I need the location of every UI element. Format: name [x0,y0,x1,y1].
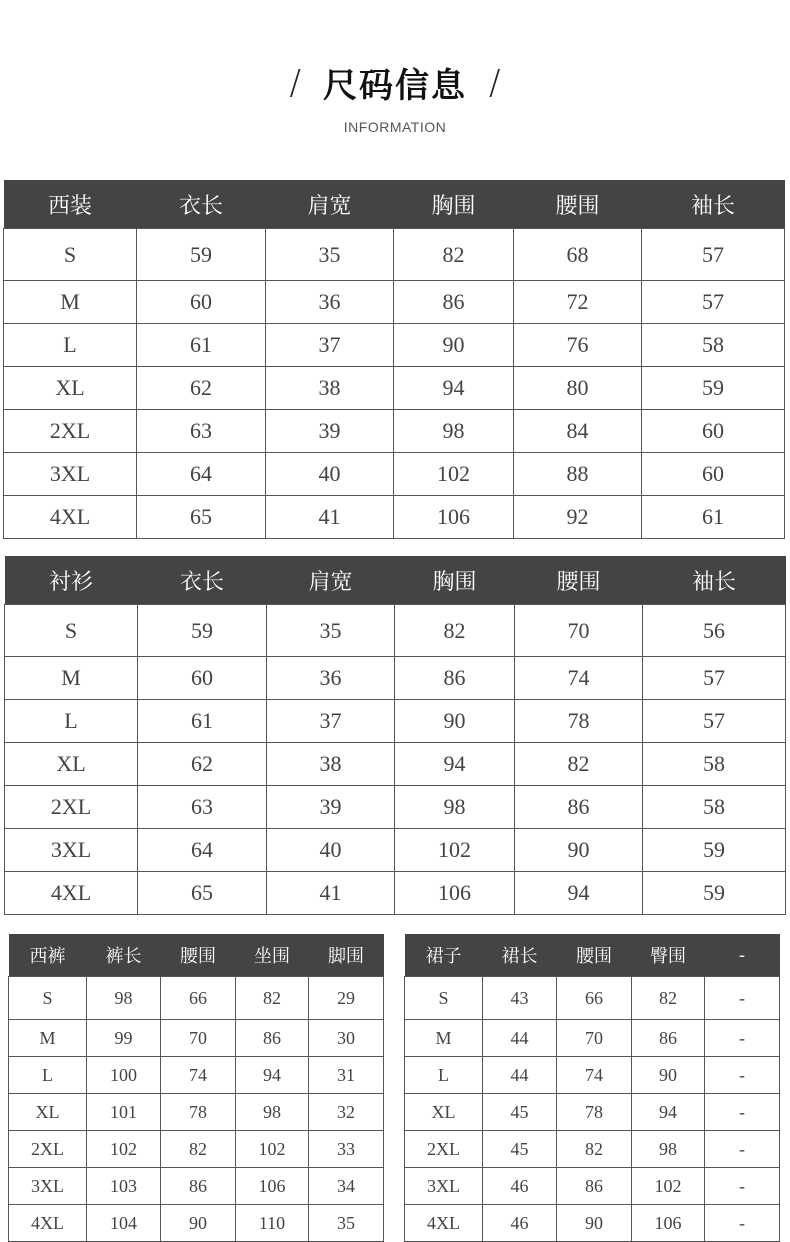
size-cell: 3XL [9,1168,87,1205]
suit-size-table [3,180,785,539]
table-row [9,1057,384,1094]
measurement-cell: 90 [394,324,514,367]
column-header: 臀围 [632,934,705,977]
measurement-cell: 78 [161,1094,236,1131]
table-row [405,1205,780,1242]
measurement-cell: 99 [87,1020,161,1057]
size-cell: XL [5,743,138,786]
size-cell: L [9,1057,87,1094]
measurement-cell: 82 [557,1131,632,1168]
table-header-row [9,934,384,977]
size-cell: M [405,1020,483,1057]
measurement-cell: 56 [643,605,786,657]
size-cell: 4XL [9,1205,87,1242]
measurement-cell: - [705,1168,780,1205]
measurement-cell: 90 [161,1205,236,1242]
measurement-cell: 101 [87,1094,161,1131]
table-row [4,229,785,281]
measurement-cell: 74 [161,1057,236,1094]
column-header: 胸围 [394,180,514,229]
measurement-cell: 104 [87,1205,161,1242]
size-cell: XL [9,1094,87,1131]
table-row [4,496,785,539]
measurement-cell: 100 [87,1057,161,1094]
measurement-cell: 63 [138,786,267,829]
column-header: 肩宽 [267,556,395,605]
table-row [405,1057,780,1094]
size-cell: L [4,324,137,367]
measurement-cell: 102 [395,829,515,872]
measurement-cell: 37 [266,324,394,367]
measurement-cell: 90 [395,700,515,743]
measurement-cell: 106 [632,1205,705,1242]
measurement-cell: 33 [309,1131,384,1168]
table-row [9,1205,384,1242]
measurement-cell: 31 [309,1057,384,1094]
column-header: 脚围 [309,934,384,977]
measurement-cell: 44 [483,1020,557,1057]
measurement-cell: 35 [309,1205,384,1242]
measurement-cell: 94 [515,872,643,915]
table-row [5,657,786,700]
measurement-cell: 66 [161,977,236,1020]
table-row [9,1168,384,1205]
table-row [5,872,786,915]
size-cell: 4XL [405,1205,483,1242]
measurement-cell: 43 [483,977,557,1020]
measurement-cell: 62 [138,743,267,786]
measurement-cell: 65 [138,872,267,915]
measurement-cell: 45 [483,1131,557,1168]
size-cell: 2XL [4,410,137,453]
page-subtitle: INFORMATION [343,119,447,135]
table-row [405,1020,780,1057]
column-header: 肩宽 [266,180,394,229]
measurement-cell: 44 [483,1057,557,1094]
measurement-cell: 46 [483,1168,557,1205]
measurement-cell: 102 [236,1131,309,1168]
measurement-cell: 30 [309,1020,384,1057]
measurement-cell: 106 [236,1168,309,1205]
measurement-cell: 106 [394,496,514,539]
measurement-cell: - [705,1131,780,1168]
measurement-cell: 82 [515,743,643,786]
measurement-cell: 86 [161,1168,236,1205]
table-row [405,1131,780,1168]
measurement-cell: 36 [267,657,395,700]
measurement-cell: 66 [557,977,632,1020]
table-row [405,977,780,1020]
measurement-cell: 90 [515,829,643,872]
column-header: 腰围 [515,556,643,605]
shirt-size-table [4,556,786,915]
measurement-cell: 63 [137,410,266,453]
measurement-cell: 59 [137,229,266,281]
table-row [5,743,786,786]
measurement-cell: 57 [642,281,785,324]
measurement-cell: 40 [267,829,395,872]
measurement-cell: 58 [642,324,785,367]
size-cell: M [5,657,138,700]
measurement-cell: 59 [138,605,267,657]
column-header: 裙长 [483,934,557,977]
column-header: 胸围 [395,556,515,605]
size-cell: 2XL [405,1131,483,1168]
column-header: 袖长 [643,556,786,605]
measurement-cell: 60 [642,453,785,496]
measurement-cell: 64 [138,829,267,872]
measurement-cell: 37 [267,700,395,743]
size-cell: 4XL [5,872,138,915]
measurement-cell: 57 [642,229,785,281]
measurement-cell: 74 [515,657,643,700]
measurement-cell: - [705,1020,780,1057]
table-row [9,1020,384,1057]
size-cell: XL [405,1094,483,1131]
measurement-cell: 59 [643,829,786,872]
measurement-cell: 29 [309,977,384,1020]
column-header: 袖长 [642,180,785,229]
measurement-cell: 70 [557,1020,632,1057]
size-cell: 2XL [9,1131,87,1168]
page-header [0,58,790,135]
measurement-cell: 59 [642,367,785,410]
size-cell: 3XL [4,453,137,496]
title-row [0,58,790,107]
measurement-cell: 86 [632,1020,705,1057]
table-header-row [4,180,785,229]
measurement-cell: 58 [643,743,786,786]
measurement-cell: 86 [236,1020,309,1057]
measurement-cell: 34 [309,1168,384,1205]
table-row [405,1094,780,1131]
size-cell: M [9,1020,87,1057]
measurement-cell: 78 [557,1094,632,1131]
table-header-row [405,934,780,977]
size-cell: S [5,605,138,657]
column-header: 坐围 [236,934,309,977]
column-header: 衣长 [137,180,266,229]
measurement-cell: 92 [514,496,642,539]
measurement-cell: 86 [394,281,514,324]
measurement-cell: 82 [632,977,705,1020]
measurement-cell: 94 [394,367,514,410]
left-slash-decoration: / [289,62,301,103]
measurement-cell: 57 [643,700,786,743]
measurement-cell: 39 [267,786,395,829]
measurement-cell: 32 [309,1094,384,1131]
measurement-cell: 60 [138,657,267,700]
measurement-cell: 106 [395,872,515,915]
measurement-cell: 72 [514,281,642,324]
measurement-cell: 110 [236,1205,309,1242]
measurement-cell: - [705,977,780,1020]
table-row [5,605,786,657]
size-cell: S [4,229,137,281]
measurement-cell: 35 [267,605,395,657]
measurement-cell: 57 [643,657,786,700]
measurement-cell: 82 [236,977,309,1020]
table-row [9,977,384,1020]
measurement-cell: 40 [266,453,394,496]
measurement-cell: 38 [267,743,395,786]
measurement-cell: 65 [137,496,266,539]
table-row [5,786,786,829]
table-header-row [5,556,786,605]
measurement-cell: 39 [266,410,394,453]
measurement-cell: 64 [137,453,266,496]
table-row [5,700,786,743]
measurement-cell: - [705,1057,780,1094]
column-header: 裤长 [87,934,161,977]
right-slash-decoration: / [489,62,501,103]
measurement-cell: 102 [632,1168,705,1205]
table-row [4,453,785,496]
column-header: 衣长 [138,556,267,605]
column-header: 腰围 [514,180,642,229]
measurement-cell: 70 [515,605,643,657]
table-row [5,829,786,872]
size-cell: S [405,977,483,1020]
measurement-cell: 70 [161,1020,236,1057]
measurement-cell: 82 [394,229,514,281]
column-header: - [705,934,780,977]
table-row [4,367,785,410]
measurement-cell: 38 [266,367,394,410]
measurement-cell: 62 [137,367,266,410]
measurement-cell: 84 [514,410,642,453]
size-cell: 4XL [4,496,137,539]
table-row [4,281,785,324]
table-row [9,1094,384,1131]
column-header: 西装 [4,180,137,229]
measurement-cell: 86 [515,786,643,829]
measurement-cell: 68 [514,229,642,281]
size-cell: L [5,700,138,743]
column-header: 裙子 [405,934,483,977]
measurement-cell: 82 [161,1131,236,1168]
column-header: 腰围 [557,934,632,977]
measurement-cell: 74 [557,1057,632,1094]
size-cell: L [405,1057,483,1094]
measurement-cell: 94 [236,1057,309,1094]
table-row [405,1168,780,1205]
measurement-cell: - [705,1094,780,1131]
measurement-cell: 76 [514,324,642,367]
measurement-cell: 41 [266,496,394,539]
measurement-cell: 86 [395,657,515,700]
measurement-cell: 102 [87,1131,161,1168]
measurement-cell: 36 [266,281,394,324]
measurement-cell: 82 [395,605,515,657]
measurement-cell: 78 [515,700,643,743]
table-row [4,324,785,367]
page-title: 尺码信息 [323,66,467,106]
measurement-cell: 98 [394,410,514,453]
measurement-cell: 46 [483,1205,557,1242]
measurement-cell: 98 [236,1094,309,1131]
measurement-cell: 45 [483,1094,557,1131]
table-row [4,410,785,453]
measurement-cell: 98 [87,977,161,1020]
measurement-cell: 60 [642,410,785,453]
size-cell: 3XL [405,1168,483,1205]
measurement-cell: 98 [632,1131,705,1168]
measurement-cell: 41 [267,872,395,915]
measurement-cell: 35 [266,229,394,281]
measurement-cell: 58 [643,786,786,829]
measurement-cell: 90 [557,1205,632,1242]
measurement-cell: 94 [395,743,515,786]
measurement-cell: 103 [87,1168,161,1205]
measurement-cell: 61 [138,700,267,743]
measurement-cell: - [705,1205,780,1242]
measurement-cell: 61 [642,496,785,539]
measurement-cell: 90 [632,1057,705,1094]
size-cell: 2XL [5,786,138,829]
measurement-cell: 94 [632,1094,705,1131]
size-cell: 3XL [5,829,138,872]
measurement-cell: 61 [137,324,266,367]
table-row [9,1131,384,1168]
measurement-cell: 80 [514,367,642,410]
trousers-size-table [8,934,384,1242]
column-header: 腰围 [161,934,236,977]
measurement-cell: 59 [643,872,786,915]
measurement-cell: 102 [394,453,514,496]
measurement-cell: 60 [137,281,266,324]
column-header: 衬衫 [5,556,138,605]
measurement-cell: 86 [557,1168,632,1205]
measurement-cell: 88 [514,453,642,496]
size-cell: S [9,977,87,1020]
measurement-cell: 98 [395,786,515,829]
skirt-size-table [404,934,780,1242]
size-cell: XL [4,367,137,410]
column-header: 西裤 [9,934,87,977]
size-cell: M [4,281,137,324]
